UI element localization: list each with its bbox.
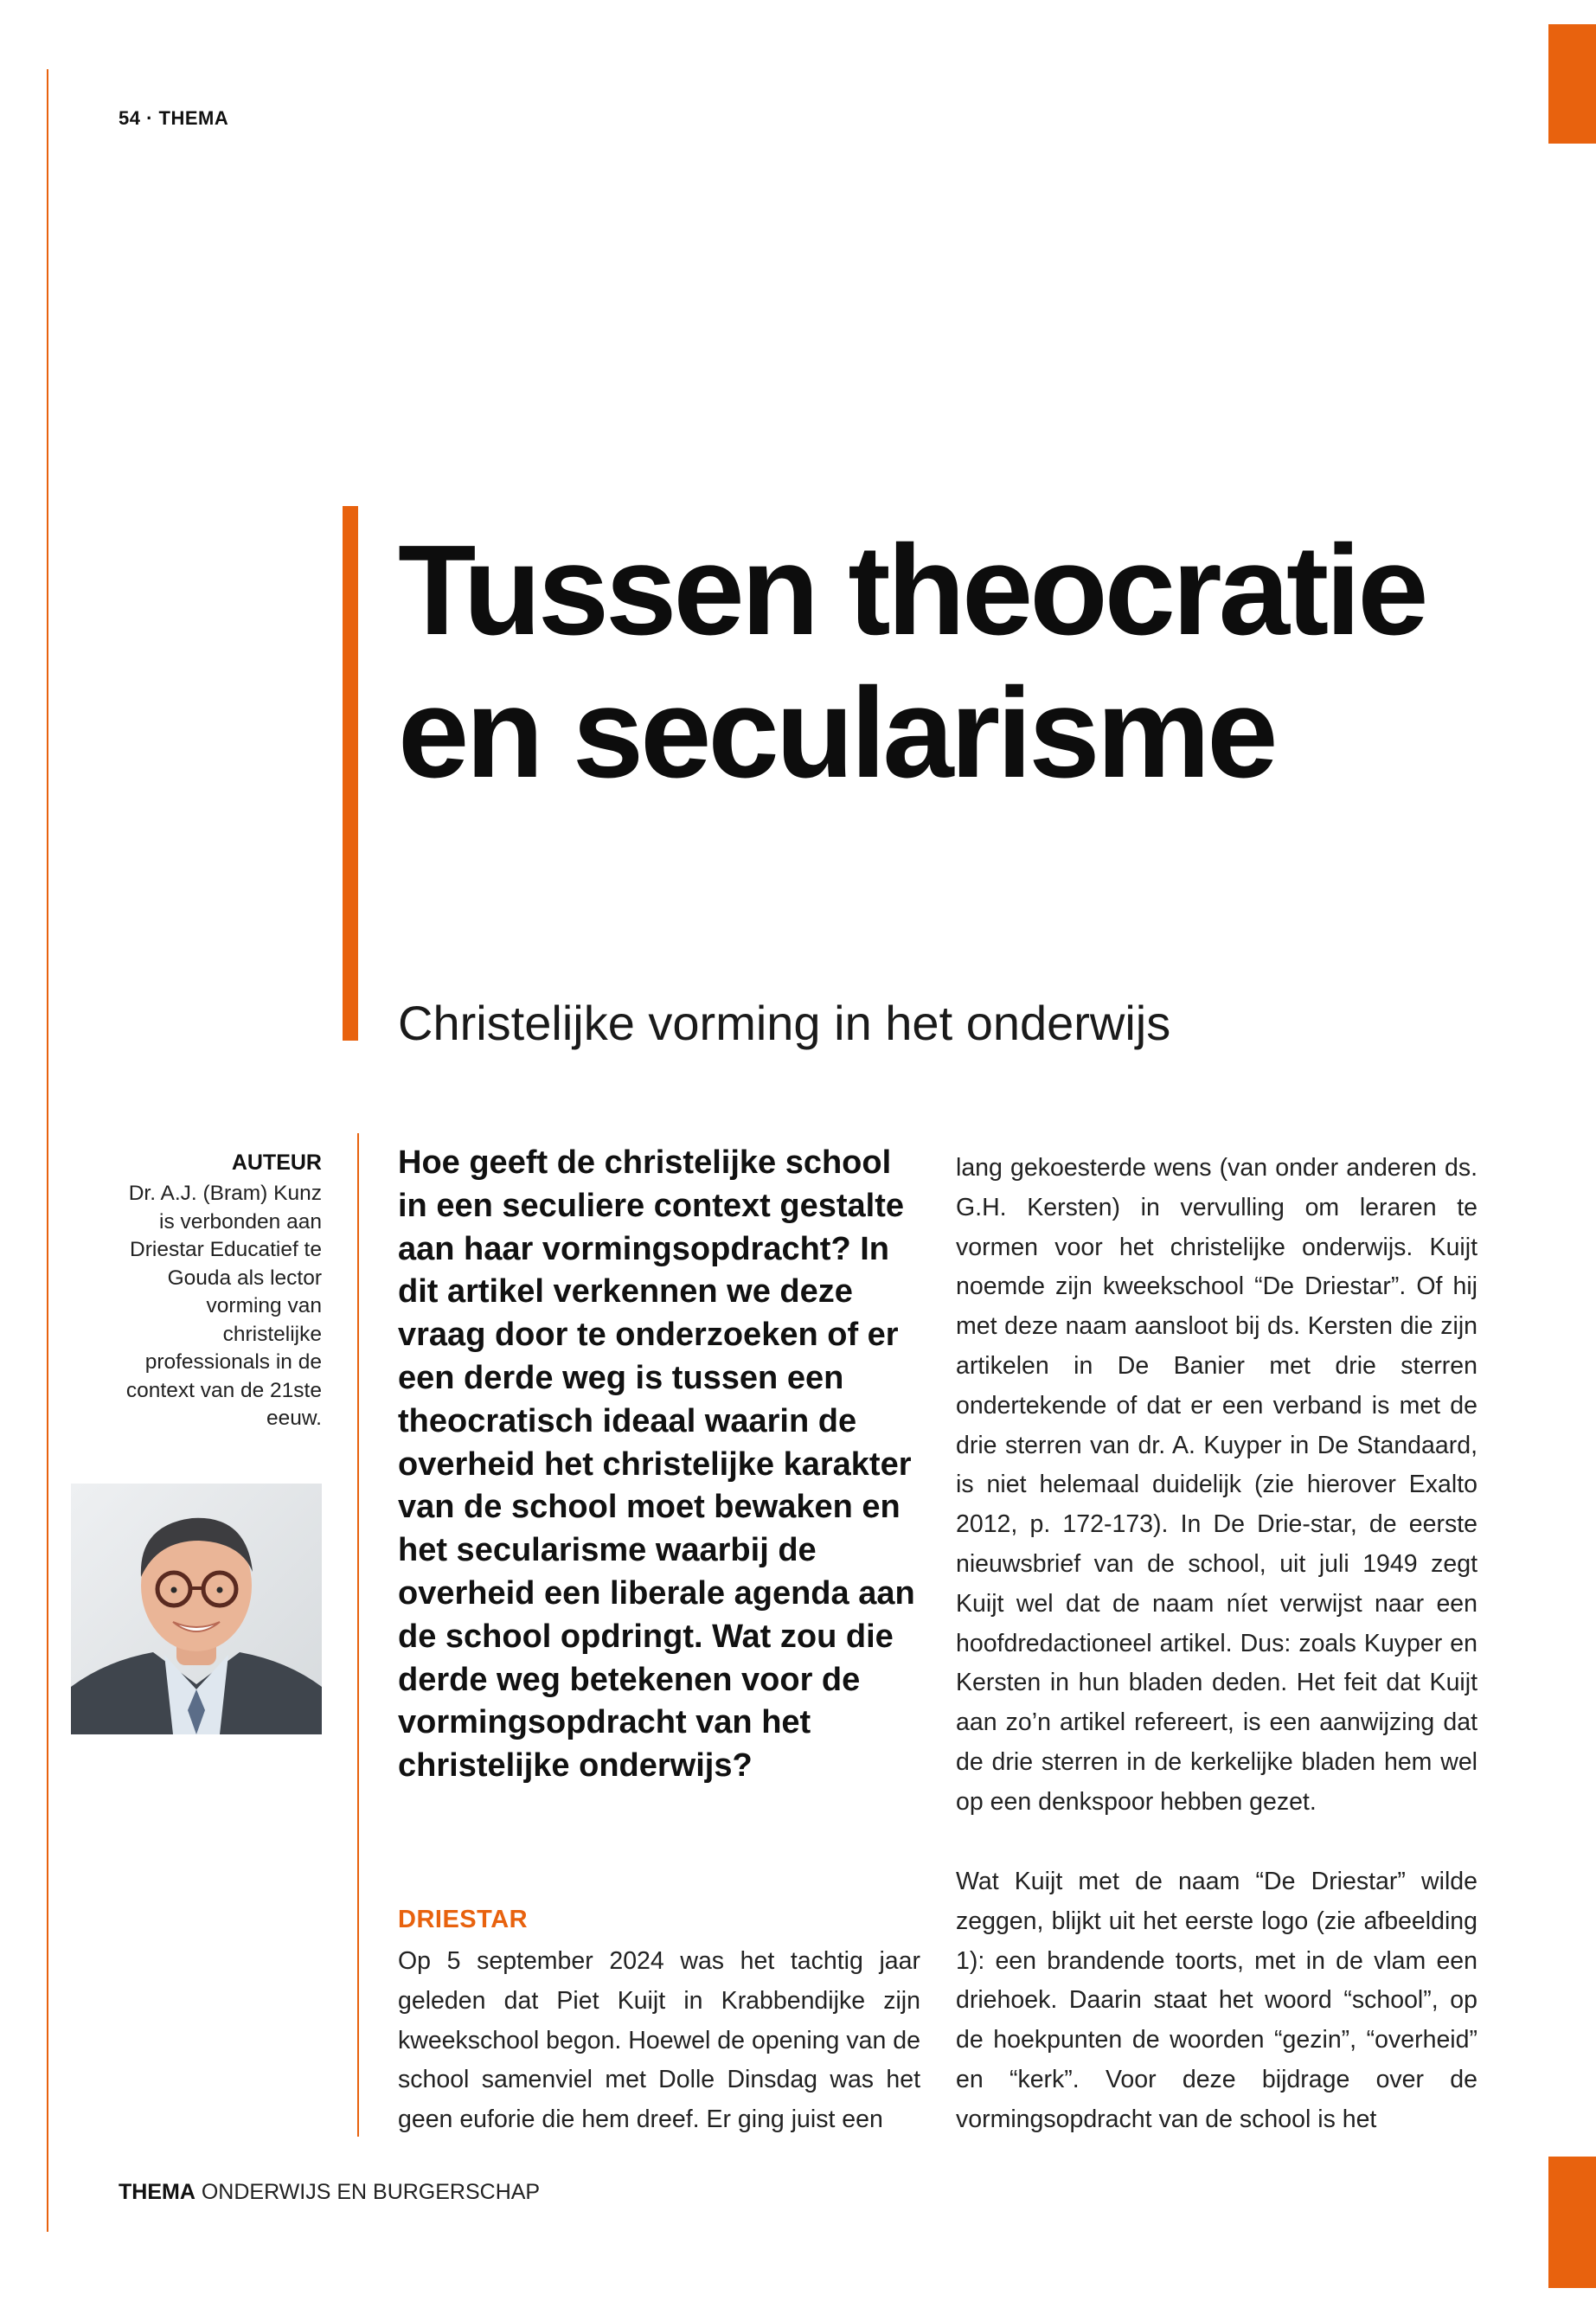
title-accent-bar: [343, 506, 358, 1041]
section-heading: DRIESTAR: [398, 1906, 529, 1933]
body-paragraph-2: lang gekoesterde wens (van onder anderen ds. G.H. Kersten) in vervulling om leraren te vormen voor het christelijke onderwijs. Kuijt noemde zijn kweekschool “De Driestar”. Of hij met deze naam aansloot bij ds. Kersten die zijn artikelen in De Banier met drie sterren ondertekende of dat er een verband is met de drie sterren van dr. A. Kuyper in De Standaard, is niet helemaal duidelijk (zie hierover Exalto 2012, p. 172-173). In De Drie-star, de eerste nieuwsbrief van de school, uit juli 1949 zegt Kuijt wel dat de naam níet verwijst naar een hoofdredactioneel artikel. Dus: zoals Kuyper en Kersten in hun bladen deden. Het feit dat Kuijt aan zo’n artikel refereert, is een aanwijzing dat de drie sterren in de kerkelijke bladen hem wel op een denkspoor hebben gezet.: [956, 1154, 1477, 1816]
article-subtitle: Christelijke vorming in het onderwijs: [398, 996, 1171, 1050]
orange-page-tab-bottom: [1548, 2157, 1596, 2288]
column-divider: [357, 1133, 359, 2137]
footer-subject: ONDERWIJS EN BURGERSCHAP: [201, 2180, 541, 2204]
article-title: Tussen theocratie en secularisme: [398, 519, 1426, 804]
author-bio: Dr. A.J. (Bram) Kunz is verbonden aan Driestar Educatief te Gouda als lector vorming van christelijke professionals in de context van de 21ste eeuw.: [125, 1182, 322, 1430]
author-heading: AUTEUR: [231, 1150, 322, 1175]
body-paragraph-1: Op 5 september 2024 was het tachtig jaar geleden dat Piet Kuijt in Krabbendijke zijn kweekschool begon. Hoewel de opening van de school samenviel met Dolle Dinsdag was het geen euforie die hem dreef. Er ging juist een: [398, 1947, 920, 2134]
body-paragraph-3: Wat Kuijt met de naam “De Driestar” wilde zeggen, blijkt uit het eerste logo (zie afbeelding 1): een brandende toorts, met in de vlam een driehoek. Daarin staat het woord “school”, op de hoekpunten de woorden “gezin”, “overheid” en “kerk”. Voor deze bijdrage over de vormingsopdracht van de school is het: [956, 1868, 1477, 2133]
author-portrait-image: [71, 1484, 322, 1734]
page-number-label: 54 · THEMA: [119, 107, 229, 129]
footer-section: THEMA: [119, 2180, 195, 2204]
margin-rule: [47, 69, 48, 2232]
page-footer: [119, 2180, 540, 2205]
orange-page-tab-top: [1548, 24, 1596, 144]
article-intro: Hoe geeft de christelijke school in een seculiere context gestalte aan haar vormingsopdracht? In dit artikel verkennen we deze vraag door te onderzoeken of er een derde weg is tussen een theocratisch ideaal waarin de overheid het christelijke karakter van de school moet bewaken en het secularisme waarbij de overheid een liberale agenda aan de school opdringt. Wat zou die derde weg betekenen voor de vormingsopdracht van het christelijke onderwijs?: [398, 1144, 915, 1785]
author-photo: [71, 1484, 322, 1734]
